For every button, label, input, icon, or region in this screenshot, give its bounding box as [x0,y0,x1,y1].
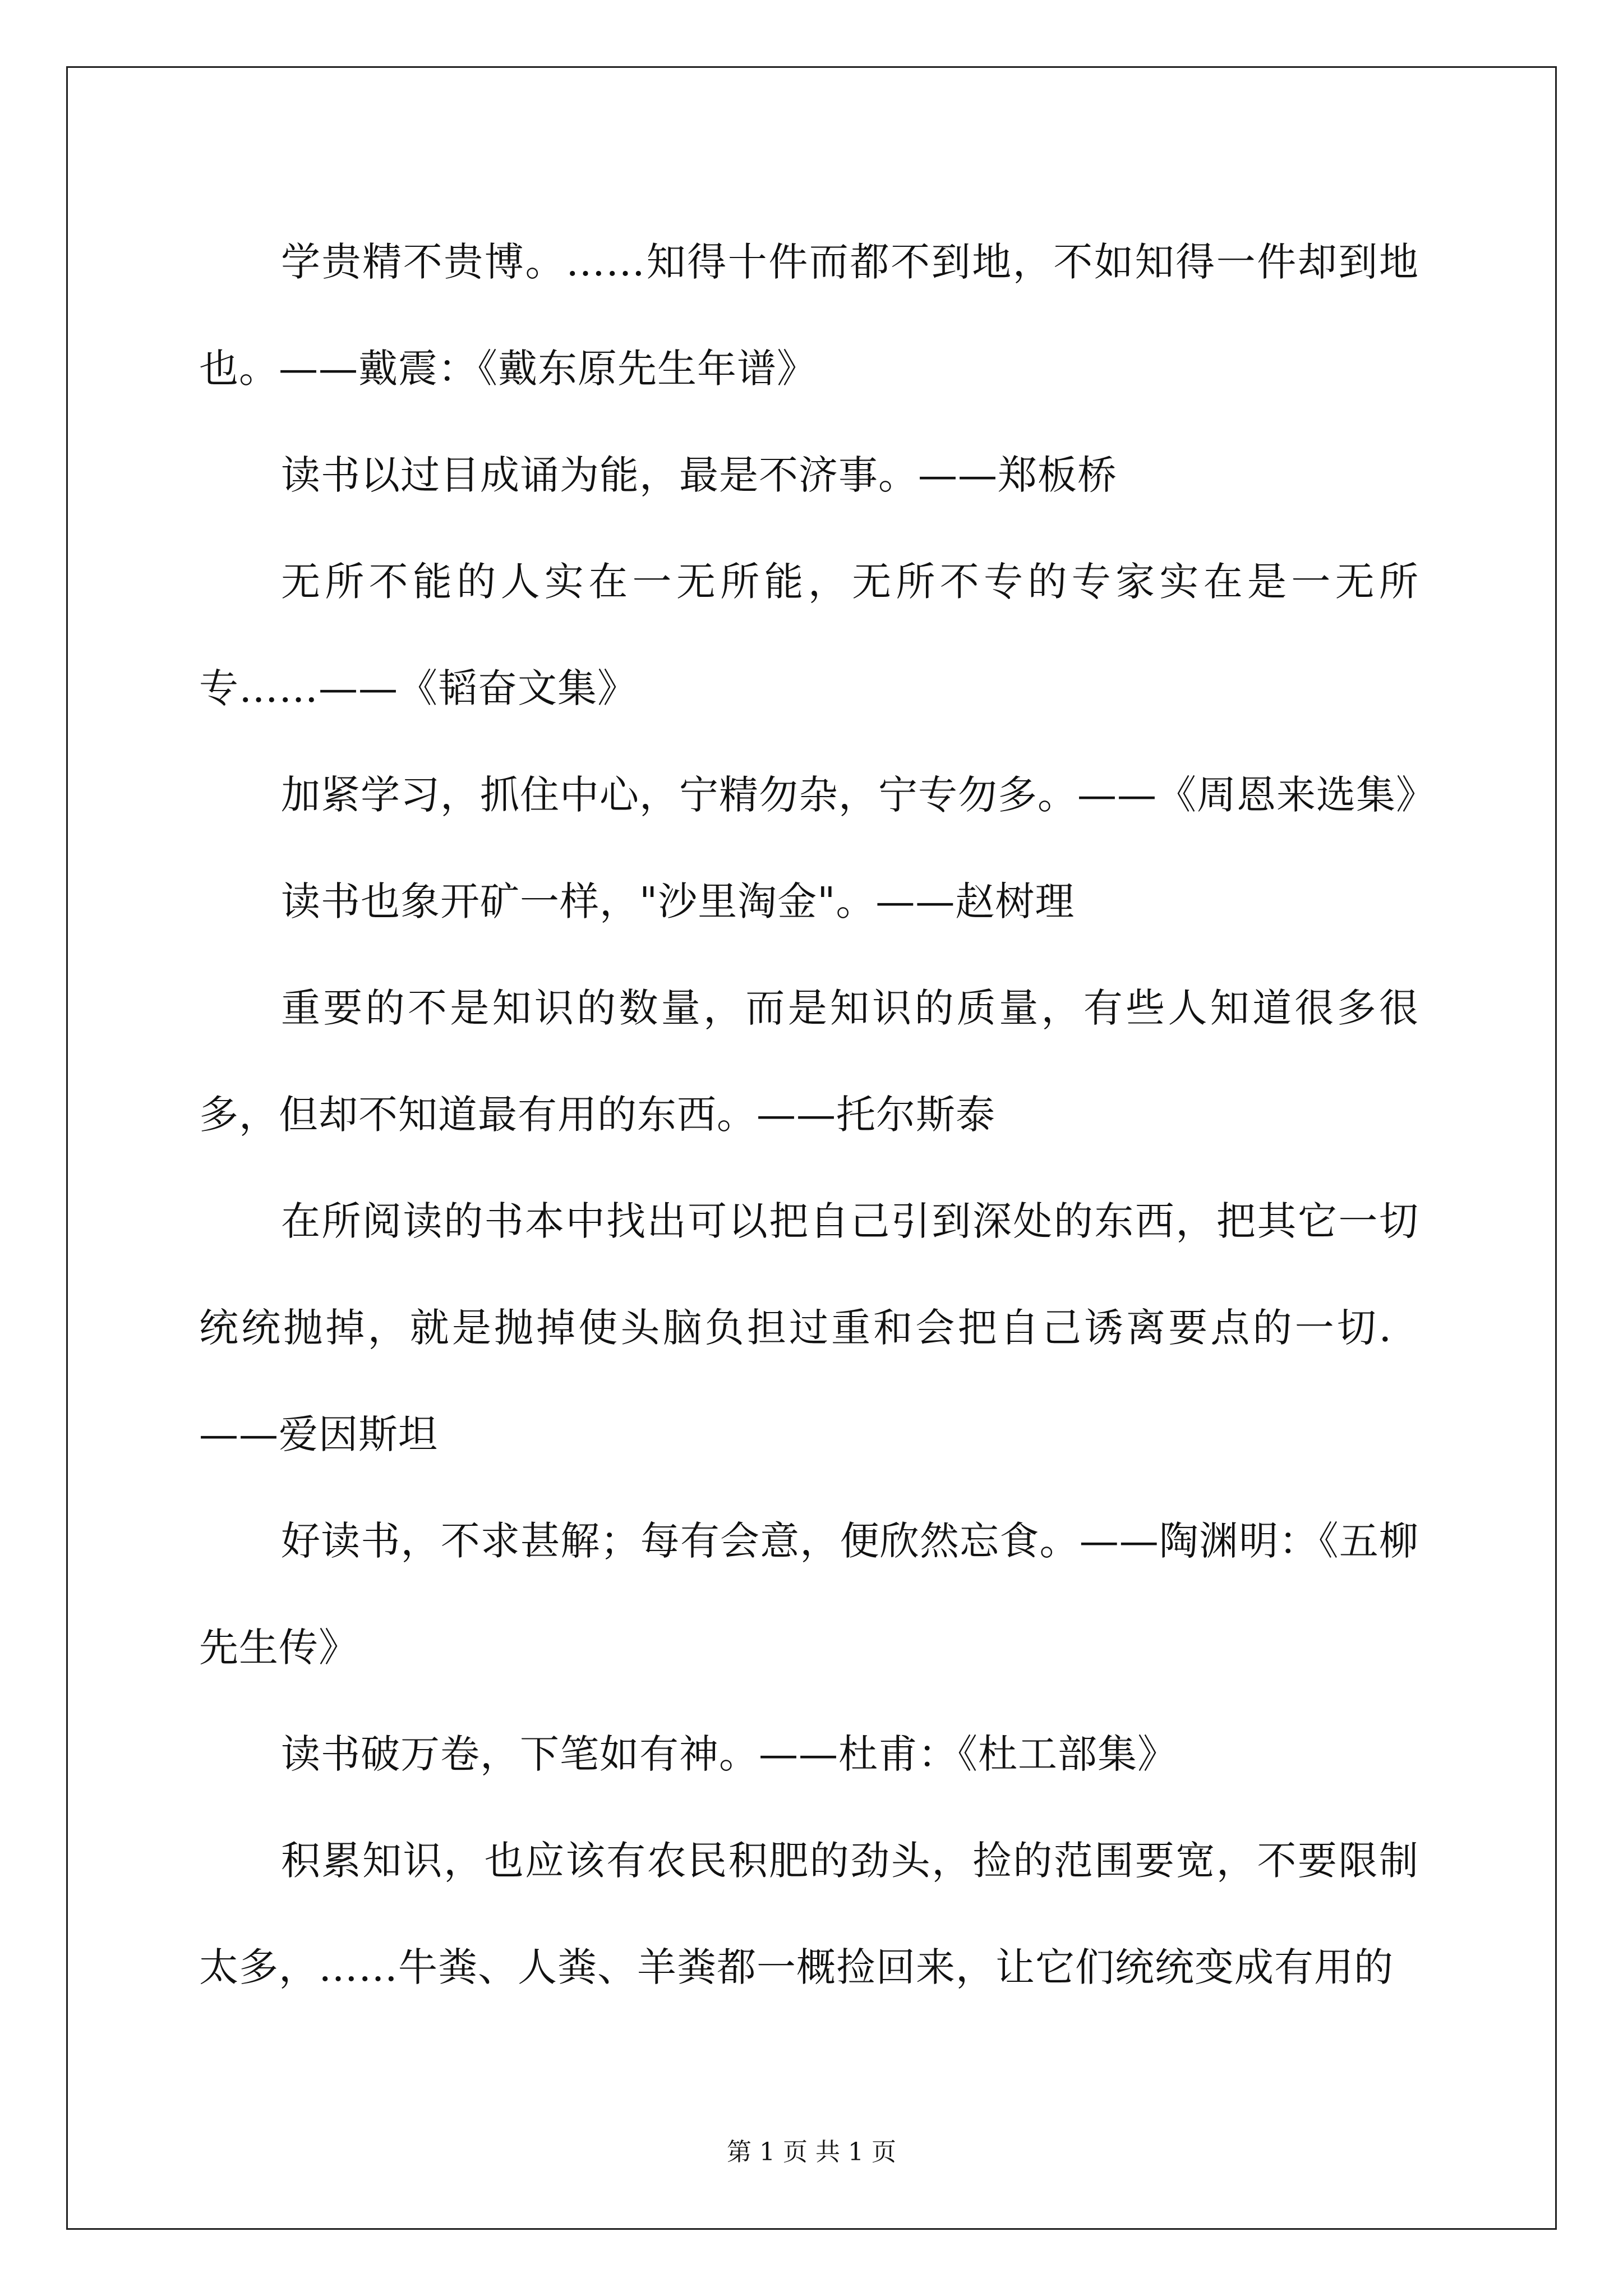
paragraph-5: 读书也象开矿一样，"沙里淘金"。——赵树理 [281,878,1075,924]
paragraph-4: 加紧学习，抓住中心，宁精勿杂，宁专勿多。——《周恩来选集》 [281,772,1436,818]
paragraph-10: 积累知识，也应该有农民积肥的劲头，捡的范围要宽，不要限制太多，……牛粪、人粪、羊粪都一概捡回来，让它们统统变成有用的 [199,1838,1419,1990]
paragraph-1: 学贵精不贵博。……知得十件而都不到地，不如知得一件却到地也。——戴震：《戴东原先生年谱》 [199,239,1419,392]
paragraph-6: 重要的不是知识的数量，而是知识的质量，有些人知道很多很多，但却不知道最有用的东西。——托尔斯泰 [199,985,1419,1138]
paragraph-7: 在所阅读的书本中找出可以把自己引到深处的东西，把其它一切统统抛掉，就是抛掉使头脑负担过重和会把自己诱离要点的一切．——爱因斯坦 [199,1198,1419,1457]
page-footer: 第 1 页 共 1 页 [727,2138,896,2166]
paragraph-8: 好读书，不求甚解；每有会意，便欣然忘食。——陶渊明：《五柳先生传》 [199,1518,1419,1671]
paragraph-9: 读书破万卷，下笔如有神。——杜甫：《杜工部集》 [281,1731,1177,1777]
document-body [199,209,1436,2021]
paragraph-2: 读书以过目成诵为能，最是不济事。——郑板桥 [281,452,1117,498]
paragraph-3: 无所不能的人实在一无所能，无所不专的专家实在是一无所专……——《韬奋文集》 [199,559,1419,711]
